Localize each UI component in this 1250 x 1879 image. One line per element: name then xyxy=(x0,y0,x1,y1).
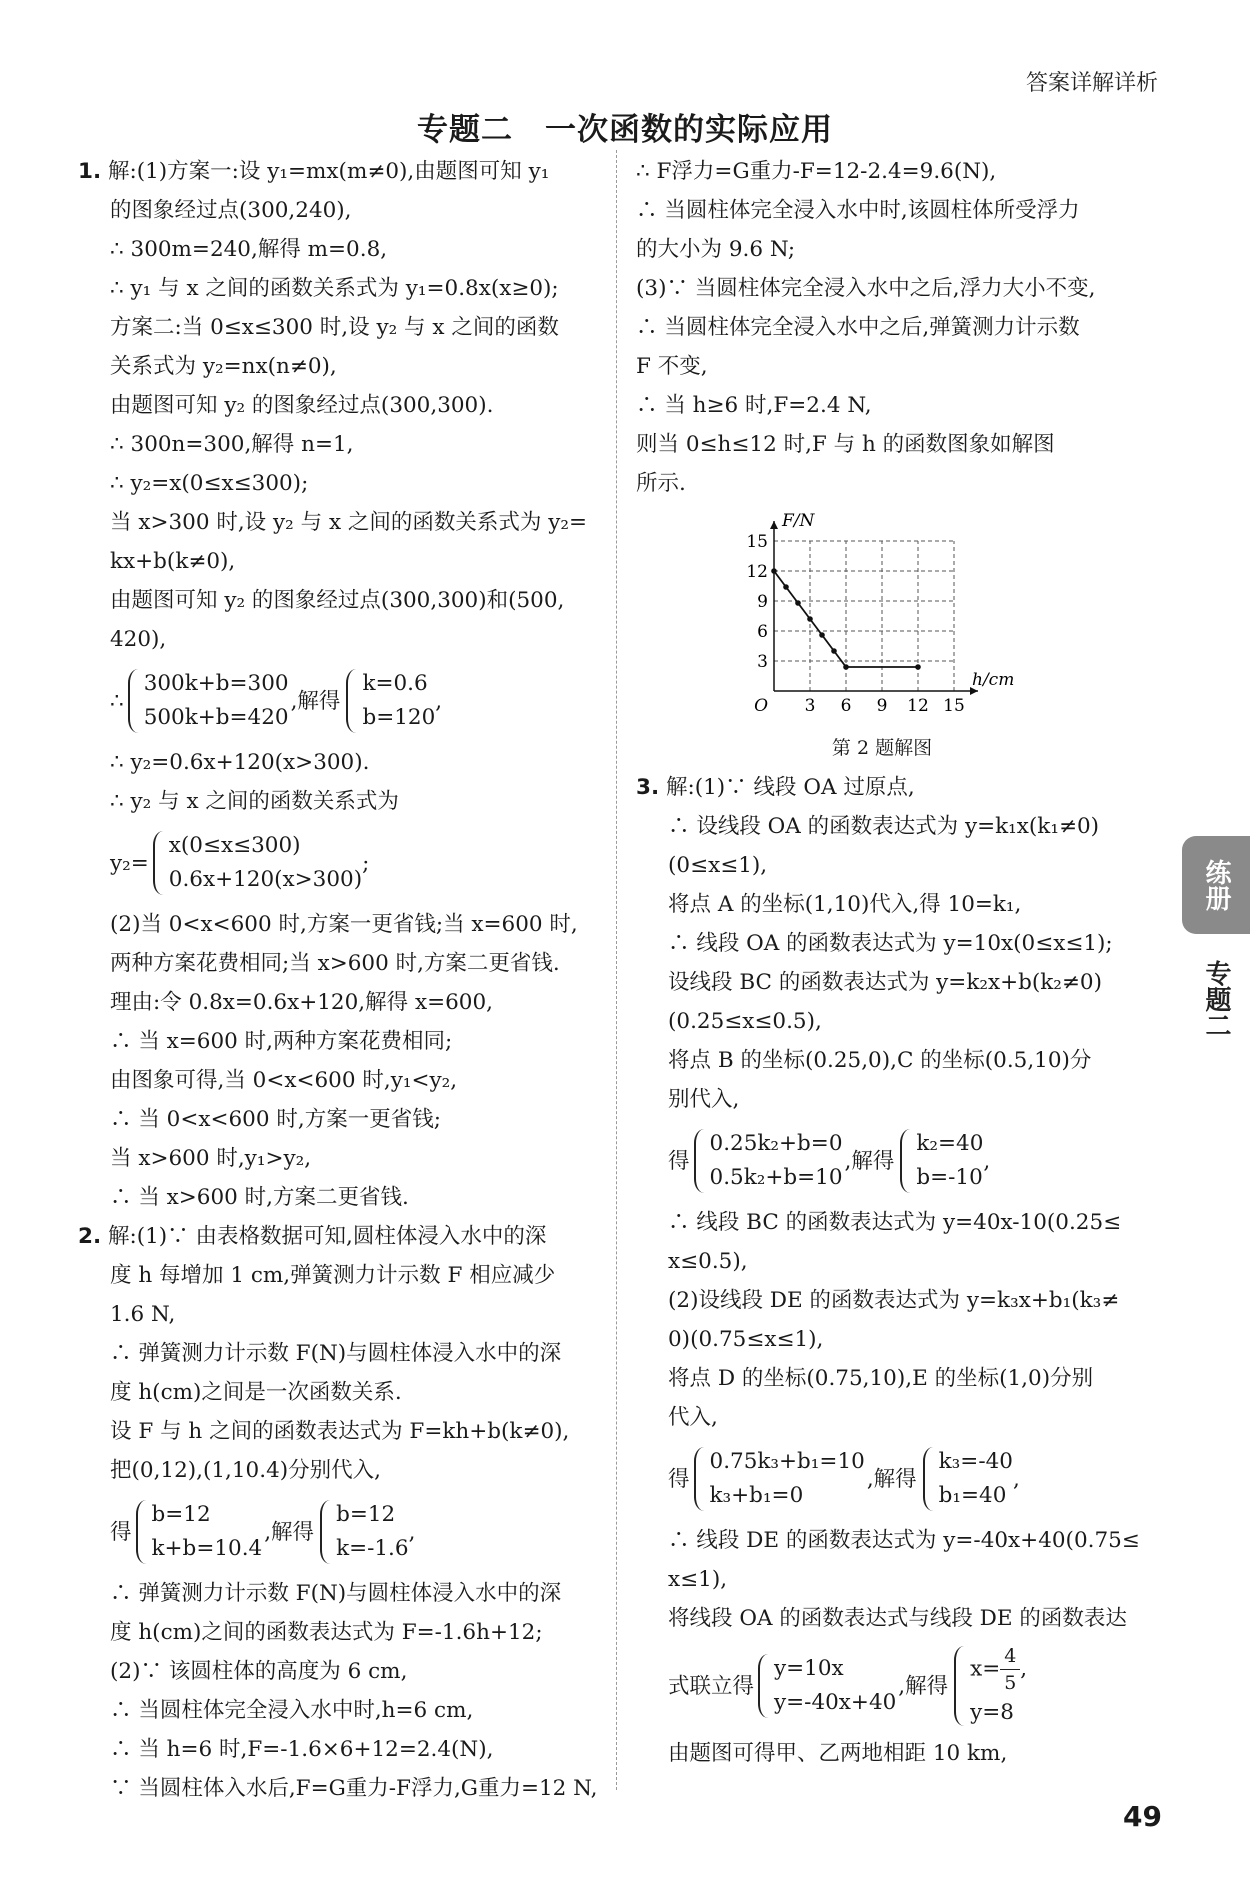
brace xyxy=(320,1500,332,1564)
sys-row: y=8 xyxy=(970,1699,1014,1725)
brace xyxy=(694,1447,706,1511)
data-point xyxy=(843,664,849,670)
sys-prefix: 得 xyxy=(110,1519,132,1545)
column-divider xyxy=(616,150,617,1790)
y-tick-label: 12 xyxy=(746,562,768,582)
sys-row: k₂=40 xyxy=(916,1131,984,1156)
equation-system xyxy=(636,1121,1168,1201)
x-tick-label: 6 xyxy=(840,696,852,716)
text-line: 解:(1)∵ 由表格数据可知,圆柱体浸入水中的深 xyxy=(107,1224,547,1249)
text-line: ∴ 弹簧测力计示数 F(N)与圆柱体浸入水中的深 xyxy=(110,1581,562,1606)
text-line: 所示. xyxy=(636,471,686,496)
x-tick-label: 12 xyxy=(907,696,929,716)
text-line: ∴ 弹簧测力计示数 F(N)与圆柱体浸入水中的深 xyxy=(110,1341,562,1366)
text-line: (2)∵ 该圆柱体的高度为 6 cm, xyxy=(110,1659,408,1684)
sys-suffix: , xyxy=(1012,1466,1020,1492)
text-line: 由图象可得,当 0<x<600 时,y₁<y₂, xyxy=(110,1068,458,1093)
brace xyxy=(694,1129,706,1193)
sys-row: 0.25k₂+b=0 xyxy=(709,1131,843,1156)
brace xyxy=(153,831,165,895)
q1-number: 1. xyxy=(78,159,102,184)
text-line: 1.6 N, xyxy=(110,1302,176,1327)
y-tick-label: 6 xyxy=(757,622,768,642)
sys-row: 0.5k₂+b=10 xyxy=(709,1165,843,1190)
text-line: ∴ 当圆柱体完全浸入水中之后,弹簧测力计示数 xyxy=(636,315,1080,340)
page-title: 专题二 一次函数的实际应用 xyxy=(417,112,833,148)
sys-mid: ,解得 xyxy=(844,1148,895,1174)
text-line: 420), xyxy=(110,627,167,652)
text-line: ∴ 当 h=6 时,F=-1.6×6+12=2.4(N), xyxy=(110,1737,494,1762)
sys-row: b=12 xyxy=(336,1502,396,1527)
text-line: ∵ 当圆柱体入水后,F=G重力-F浮力,G重力=12 N, xyxy=(110,1776,598,1801)
q2-number: 2. xyxy=(78,1224,102,1249)
fraction xyxy=(1000,1643,1020,1696)
sys-row: 300k+b=300 xyxy=(143,671,289,696)
text-line: 代入, xyxy=(668,1405,718,1430)
side-label-topic: 专题二 xyxy=(1201,960,1231,1038)
text-line: 当 x>300 时,设 y₂ 与 x 之间的函数关系式为 y₂= xyxy=(110,510,588,535)
text-line: ∴ 当 h≥6 时,F=2.4 N, xyxy=(636,393,872,418)
text-line: 两种方案花费相同;当 x>600 时,方案二更省钱. xyxy=(110,951,560,976)
sys-row: b=-10 xyxy=(916,1165,983,1190)
sys-row: 0.75k₃+b₁=10 xyxy=(709,1449,865,1474)
sys-prefix: 得 xyxy=(668,1148,690,1174)
sys-suffix: ; xyxy=(362,850,370,876)
sys-row: k=-1.6 xyxy=(336,1536,409,1561)
text-line: 解:(1)方案一:设 y₁=mx(m≠0),由题图可知 y₁ xyxy=(107,159,550,184)
frac-denominator: 5 xyxy=(1004,1671,1017,1694)
x-tick-label: 15 xyxy=(943,696,965,716)
text-line: F 不变, xyxy=(636,354,708,379)
sys-row: 0.6x+120(x>300) xyxy=(168,867,363,892)
text-line: ∴ 300m=240,解得 m=0.8, xyxy=(110,237,388,262)
text-line: ∴ 线段 DE 的函数表达式为 y=-40x+40(0.75≤ xyxy=(668,1528,1140,1553)
equation-system xyxy=(636,1640,1168,1732)
text-line: (0≤x≤1), xyxy=(668,853,768,878)
text-line: 将点 A 的坐标(1,10)代入,得 10=k₁, xyxy=(668,892,1022,917)
sys-row-suffix: , xyxy=(1020,1656,1028,1681)
text-line: x≤0.5), xyxy=(668,1249,748,1274)
sys-row: 500k+b=420 xyxy=(143,705,289,730)
text-line: ∴ 线段 BC 的函数表达式为 y=40x-10(0.25≤ xyxy=(668,1210,1122,1235)
sys-suffix: , xyxy=(983,1148,991,1174)
brace xyxy=(136,1500,148,1564)
text-line: ∴ y₂=x(0≤x≤300); xyxy=(110,471,309,496)
sys-row: b₁=40 xyxy=(938,1483,1007,1508)
text-line: 设线段 BC 的函数表达式为 y=k₂x+b(k₂≠0) xyxy=(668,970,1102,995)
brace xyxy=(758,1654,770,1718)
text-line: ∴ 当 x>600 时,方案二更省钱. xyxy=(110,1185,409,1210)
force-depth-graph xyxy=(734,511,1168,734)
data-point xyxy=(783,584,789,590)
equation-system xyxy=(78,1492,608,1572)
x-tick-label: 3 xyxy=(804,696,816,716)
text-line: 由题图可得甲、乙两地相距 10 km, xyxy=(668,1741,1008,1766)
brace xyxy=(900,1129,912,1193)
q3-first-line xyxy=(636,768,1168,807)
page-number: 49 xyxy=(1123,1800,1162,1833)
q3-number: 3. xyxy=(636,775,660,800)
text-line: 则当 0≤h≤12 时,F 与 h 的函数图象如解图 xyxy=(636,432,1055,457)
text-line: (3)∵ 当圆柱体完全浸入水中之后,浮力大小不变, xyxy=(636,276,1096,301)
text-line: (2)当 0<x<600 时,方案一更省钱;当 x=600 时, xyxy=(110,912,578,937)
sys-row-fraction xyxy=(970,1643,1027,1696)
text-line: 解:(1)∵ 线段 OA 过原点, xyxy=(665,775,915,800)
brace xyxy=(954,1646,966,1726)
text-line: 度 h(cm)之间是一次函数关系. xyxy=(110,1380,402,1405)
y-axis-arrow xyxy=(770,521,778,529)
sys-mid: ,解得 xyxy=(866,1466,917,1492)
text-line: 的大小为 9.6 N; xyxy=(636,237,796,262)
left-column xyxy=(78,152,608,1808)
brace xyxy=(128,669,140,733)
sys-row: y=-40x+40 xyxy=(774,1690,897,1715)
brace xyxy=(923,1447,935,1511)
text-line: 由题图可知 y₂ 的图象经过点(300,300). xyxy=(110,393,494,418)
text-line: kx+b(k≠0), xyxy=(110,549,236,574)
chart-caption: 第 2 题解图 xyxy=(831,737,933,759)
y-tick-label: 15 xyxy=(746,532,768,552)
sys-row: k₃=-40 xyxy=(938,1449,1013,1474)
q1-first-line xyxy=(78,152,608,191)
sys-mid: ,解得 xyxy=(264,1519,315,1545)
text-line: ∴ 当 x=600 时,两种方案花费相同; xyxy=(110,1029,453,1054)
sys-suffix: , xyxy=(435,688,443,714)
text-line: ∴ y₂=0.6x+120(x>300). xyxy=(110,750,370,775)
text-line: ∴ F浮力=G重力-F=12-2.4=9.6(N), xyxy=(636,159,997,184)
y-axis-label: F/N xyxy=(782,511,815,531)
text-line: 0)(0.75≤x≤1), xyxy=(668,1327,824,1352)
text-line: x≤1), xyxy=(668,1567,728,1592)
sys-row: b=120 xyxy=(362,705,436,730)
text-line: 将点 B 的坐标(0.25,0),C 的坐标(0.5,10)分 xyxy=(668,1048,1092,1073)
text-line: ∴ 当 0<x<600 时,方案一更省钱; xyxy=(110,1107,441,1132)
origin-label: O xyxy=(754,696,768,716)
text-line: (2)设线段 DE 的函数表达式为 y=k₃x+b₁(k₃≠ xyxy=(668,1288,1120,1313)
text-line: 将线段 OA 的函数表达式与线段 DE 的函数表达 xyxy=(668,1606,1127,1631)
x-tick-label: 9 xyxy=(876,696,888,716)
text-line: 度 h(cm)之间的函数表达式为 F=-1.6h+12; xyxy=(110,1620,543,1645)
text-line: 把(0,12),(1,10.4)分别代入, xyxy=(110,1458,381,1483)
text-line: 别代入, xyxy=(668,1087,740,1112)
text-line: ∴ 300n=300,解得 n=1, xyxy=(110,432,354,457)
text-line: ∴ 线段 OA 的函数表达式为 y=10x(0≤x≤1); xyxy=(668,931,1113,956)
equation-system xyxy=(636,1439,1168,1519)
data-point xyxy=(831,648,837,654)
sys-row: x(0≤x≤300) xyxy=(168,833,301,858)
text-line: 度 h 每增加 1 cm,弹簧测力计示数 F 相应减少 xyxy=(110,1263,556,1288)
text-line: ∴ 当圆柱体完全浸入水中时,该圆柱体所受浮力 xyxy=(636,198,1080,223)
text-line: ∴ 当圆柱体完全浸入水中时,h=6 cm, xyxy=(110,1698,474,1723)
sys-mid: ,解得 xyxy=(290,688,341,714)
data-point xyxy=(819,632,825,638)
sys-row: y=10x xyxy=(774,1656,844,1681)
sys-suffix: , xyxy=(408,1519,416,1545)
text-line: ∴ y₂ 与 x 之间的函数关系式为 xyxy=(110,789,399,814)
chart-svg xyxy=(734,511,1015,721)
text-line: 的图象经过点(300,240), xyxy=(110,198,352,223)
frac-numerator: 4 xyxy=(1004,1644,1017,1667)
data-point xyxy=(807,616,813,622)
y-tick-label: 9 xyxy=(757,592,768,612)
x-axis-label: h/cm xyxy=(972,670,1015,690)
side-tab-practice: 练册 xyxy=(1182,836,1250,934)
piecewise-function xyxy=(78,823,608,903)
brace xyxy=(346,669,358,733)
sys-prefix: y₂= xyxy=(110,850,149,876)
text-line: 将点 D 的坐标(0.75,10),E 的坐标(1,0)分别 xyxy=(668,1366,1094,1391)
text-line: ∴ 设线段 OA 的函数表达式为 y=k₁x(k₁≠0) xyxy=(668,814,1100,839)
text-line: (0.25≤x≤0.5), xyxy=(668,1009,822,1034)
text-line: 关系式为 y₂=nx(n≠0), xyxy=(110,354,337,379)
text-line: 理由:令 0.8x=0.6x+120,解得 x=600, xyxy=(110,990,493,1015)
header-right-label: 答案详解详析 xyxy=(1025,71,1158,96)
sys-prefix: ∴ xyxy=(110,688,124,714)
text-line: 当 x>600 时,y₁>y₂, xyxy=(110,1146,312,1171)
sys-row: k₃+b₁=0 xyxy=(709,1483,804,1508)
data-point xyxy=(795,600,801,606)
sys-prefix: 得 xyxy=(668,1466,690,1492)
sys-prefix: 式联立得 xyxy=(668,1673,755,1699)
sys-row: b=12 xyxy=(151,1502,211,1527)
data-point xyxy=(771,568,777,574)
sys-row: k+b=10.4 xyxy=(151,1536,263,1561)
text-line: 方案二:当 0≤x≤300 时,设 y₂ 与 x 之间的函数 xyxy=(110,315,559,340)
y-tick-label: 3 xyxy=(757,652,768,672)
text-line: 由题图可知 y₂ 的图象经过点(300,300)和(500, xyxy=(110,588,565,613)
text-line: ∴ y₁ 与 x 之间的函数关系式为 y₁=0.8x(x≥0); xyxy=(110,276,559,301)
data-point xyxy=(915,664,921,670)
sys-row: x= xyxy=(970,1656,1001,1681)
sys-row: k=0.6 xyxy=(362,671,428,696)
text-line: 设 F 与 h 之间的函数表达式为 F=kh+b(k≠0), xyxy=(110,1419,570,1444)
right-column xyxy=(636,152,1168,1773)
sys-mid: ,解得 xyxy=(898,1673,949,1699)
equation-system xyxy=(78,661,608,741)
q2-first-line xyxy=(78,1217,608,1256)
